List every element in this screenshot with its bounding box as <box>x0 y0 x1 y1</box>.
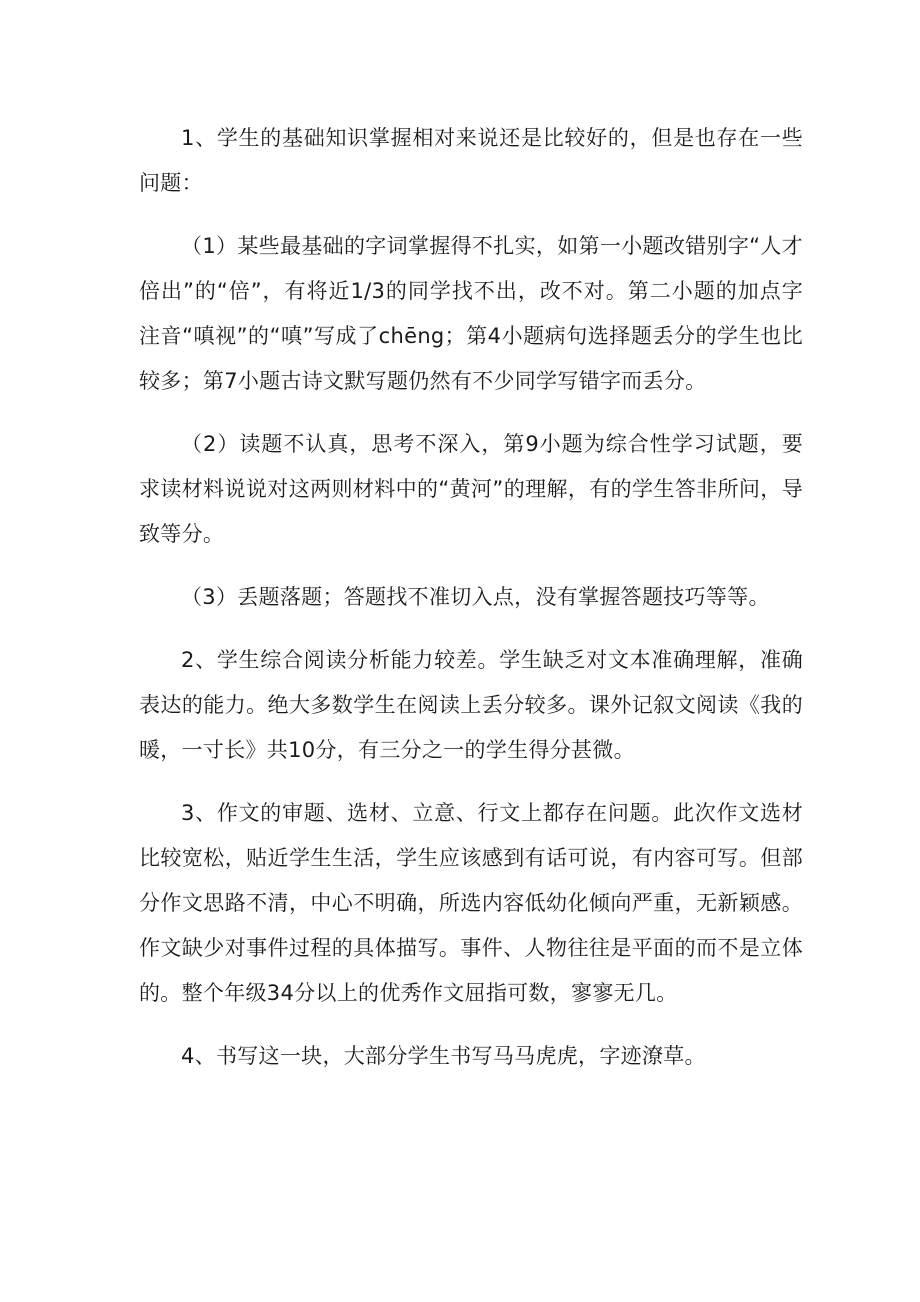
paragraph-4: 4、书写这一块，大部分学生书写马马虎虎，字迹潦草。 <box>181 1044 706 1068</box>
paragraph-2: 2、学生综合阅读分析能力较差。学生缺乏对文本准确理解，准确表达的能力。绝大多数学生在阅读上丢分较多。课外记叙文阅读《我的暖，一寸长》共10分，有三分之一的学生得分甚微。 <box>139 648 803 762</box>
paragraph-1-1: （1）某些最基础的字词掌握得不扎实，如第一小题改错别字“人才倍出”的“倍”，有将近1/3的同学找不出，改不对。第二小题的加点字注音“嗔视”的“嗔”写成了chēng；第4小题病句选择题丢分的学生也比较多；第7小题古诗文默写题仍然有不少同学写错字而丢分。 <box>139 234 803 393</box>
paragraph-1-2: （2）读题不认真，思考不深入，第9小题为综合性学习试题，要求读材料说说对这两则材料中的“黄河”的理解，有的学生答非所问，导致等分。 <box>139 432 803 546</box>
paragraph-3: 3、作文的审题、选材、立意、行文上都存在问题。此次作文选材比较宽松，贴近学生生活，学生应该感到有话可说，有内容可写。但部分作文思路不清，中心不明确，所选内容低幼化倾向严重，无新颖感。作文缺少对事件过程的具体描写。事件、人物往往是平面的而不是立体的。整个年级34分以上的优秀作文屈指可数，寥寥无几。 <box>139 801 803 1005</box>
document-body <box>139 116 803 1097</box>
paragraph-1-3: （3）丢题落题；答题找不准切入点，没有掌握答题技巧等等。 <box>181 585 770 609</box>
paragraph-1: 1、学生的基础知识掌握相对来说还是比较好的，但是也存在一些问题： <box>139 126 803 195</box>
